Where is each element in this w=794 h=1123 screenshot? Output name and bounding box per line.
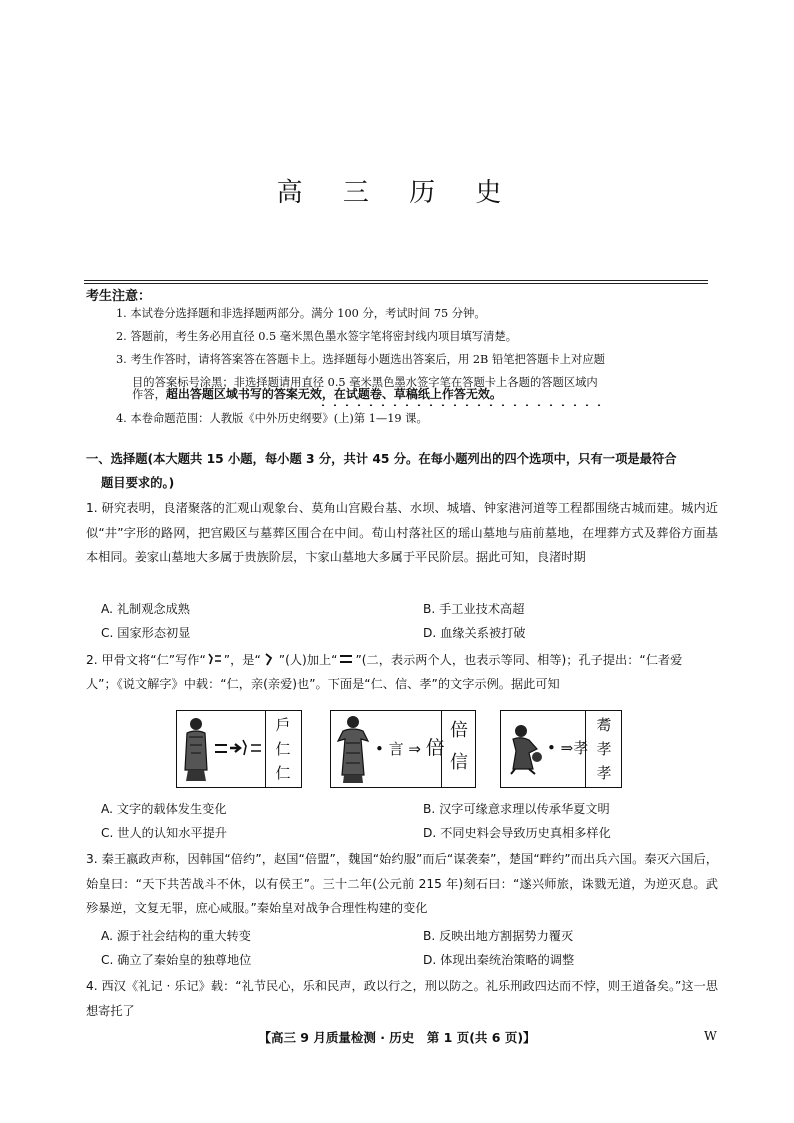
speaker-figure-icon — [335, 713, 371, 785]
notice-item-3-line3 — [132, 383, 732, 406]
section-1-heading: 一、选择题(本大题共 15 小题，每小题 3 分，共计 45 分。在每小题列出的四个选项中，只有一项是最符合 — [86, 452, 677, 466]
panel-divider — [585, 711, 586, 787]
oracle-two-glyph — [337, 652, 355, 666]
q1-option-c: C. 国家形态初显 — [101, 626, 191, 640]
question-2-line2: 人”；《说文解字》中载：“仁，亲(亲爱)也”。下面是“仁、信、孝”的文字示例。据此可知 — [86, 677, 560, 691]
q3-option-a: A. 源于社会结构的重大转变 — [101, 929, 251, 943]
q3-option-d: D. 体现出秦统治策略的调整 — [423, 953, 575, 967]
notice-item-3: 3. 考生作答时，请将答案答在答题卡上。选择题每小题选出答案后，用 2B 铅笔把答题卡上对应题 — [116, 353, 605, 366]
q3-option-b: B. 反映出地方割据势力覆灭 — [423, 929, 574, 943]
question-1-stem: 1. 研究表明，良渚聚落的汇观山观象台、莫角山宫殿台基、水坝、城墙、钟家港河道等工程都围绕古城而建。城内近似“井”字形的路网，把宫殿区与墓葬区围合在中间。荀山村落社区的瑶山墓地与庙前墓地，在埋葬方式及葬俗方面基本相同。姜家山墓地大多属于贵族阶层，卞家山墓地大多属于平民阶层。据此可知，良渚时期 — [86, 501, 718, 565]
question-4-stem: 4. 西汉《礼记 · 乐记》载：“礼节民心，乐和民声，政以行之，刑以防之。礼乐刑政四达而不悖，则王道备矣。”这一思想寄托了 — [86, 979, 718, 1018]
xiao-seal-char: 耈 — [596, 716, 612, 734]
xin-script-column — [443, 715, 475, 779]
notice-heading: 考生注意： — [86, 289, 152, 304]
xiao-regular-char: 孝 — [596, 764, 612, 782]
q2-text-3: ”(人)加上“ — [278, 653, 338, 667]
ren-regular-char: 仁 — [275, 764, 291, 782]
xin-regular-char: 信 — [450, 752, 468, 773]
notice-item-3-bold: 超出答题区域书写的答案无效，在试题卷、草稿纸上作答无效。 — [165, 387, 502, 401]
q2-option-b: B. 汉字可缘意求理以传承华夏文明 — [423, 802, 610, 816]
ren-clerical-char: 仁 — [275, 740, 291, 758]
notice-item-4: 4. 本卷命题范围：人教版《中外历史纲要》(上)第 1—19 课。 — [116, 412, 428, 425]
q3-option-c: C. 确立了秦始皇的独尊地位 — [101, 953, 252, 967]
q2-text-2: ”，是“ — [223, 653, 261, 667]
q2-text-1: 2. 甲骨文将“仁”写作“ — [86, 653, 206, 667]
ren-script-column — [267, 713, 299, 785]
notice-item-3-prefix: 作答， — [132, 388, 166, 401]
ren-evolution-glyph — [213, 735, 265, 759]
section-1-heading-cont: 题目要求的。) — [101, 476, 175, 490]
xiao-arrow: ⇒ — [560, 739, 574, 757]
oracle-person-glyph — [261, 652, 279, 666]
glyph-panel-xin — [330, 710, 476, 788]
top-rule-double — [84, 283, 708, 284]
notice-item-3-cont: 目的答案标号涂黑；非选择题请用直径 0.5 毫米黑色墨水签字笔在答题卡上各题的答题区域内 — [132, 376, 598, 389]
emphasis-dots — [317, 404, 607, 406]
panel-divider — [441, 711, 442, 787]
xiao-clerical-char: 孝 — [596, 740, 612, 758]
xiao-ancient-char: 孝 — [573, 739, 589, 757]
page-title: 高 三 历 史 — [276, 178, 518, 208]
q2-option-a: A. 文字的载体发生变化 — [101, 802, 227, 816]
question-2-line1 — [86, 648, 718, 673]
filial-figure-icon — [507, 723, 545, 775]
q2-option-c: C. 世人的认知水平提升 — [101, 826, 227, 840]
q1-option-b: B. 手工业技术高超 — [423, 602, 525, 616]
top-rule — [84, 280, 708, 281]
xiao-script-column — [587, 713, 621, 785]
page-footer: 【高三 9 月质量检测 · 历史 第 1 页(共 6 页)】 — [258, 1030, 536, 1045]
panel-divider — [265, 711, 266, 787]
q2-option-d: D. 不同史料会导致历史真相多样化 — [423, 826, 611, 840]
q1-option-d: D. 血缘关系被打破 — [423, 626, 526, 640]
ren-seal-char: 戶 — [275, 716, 291, 734]
xin-seal-char: 倍 — [450, 720, 468, 741]
q1-option-a: A. 礼制观念成熟 — [101, 602, 190, 616]
scholar-figure-icon — [180, 715, 212, 783]
oracle-ren-glyph — [206, 652, 224, 666]
xin-ancient-char: 言 — [388, 740, 404, 758]
glyph-panel-ren — [176, 710, 302, 788]
xin-modern-char: 倍 — [425, 737, 445, 759]
q2-text-4: ”(二，表示两个人，也表示等同、相等)；孔子提出：“仁者爱 — [355, 653, 683, 667]
xiao-evolution: • ⇒孝 — [547, 739, 589, 757]
notice-item-1: 1. 本试卷分选择题和非选择题两部分。满分 100 分，考试时间 75 分钟。 — [116, 307, 486, 320]
xin-evolution: • 言 ⇒ 倍 — [375, 737, 445, 759]
question-3-stem: 3. 秦王嬴政声称，因韩国“倍约”，赵国“倍盟”，魏国“始约服”而后“谋袭秦”，楚国“畔约”而出兵六国。秦灭六国后，始皇曰：“天下共苦战斗不休，以有侯王”。三十二年(公元前 215 年)刻石曰：“遂兴师旅，诛戮无道，为逆灭息。武殄暴逆，文复无罪，庶心咸服。”秦始皇对战争合理性构建的变化 — [86, 852, 718, 916]
notice-item-2: 2. 答题前，考生务必用直径 0.5 毫米黑色墨水签字笔将密封线内项目填写清楚。 — [116, 330, 518, 343]
glyph-panel-xiao — [500, 710, 622, 788]
xin-arrow: ⇒ — [408, 740, 421, 758]
footer-code: W — [704, 1028, 717, 1043]
